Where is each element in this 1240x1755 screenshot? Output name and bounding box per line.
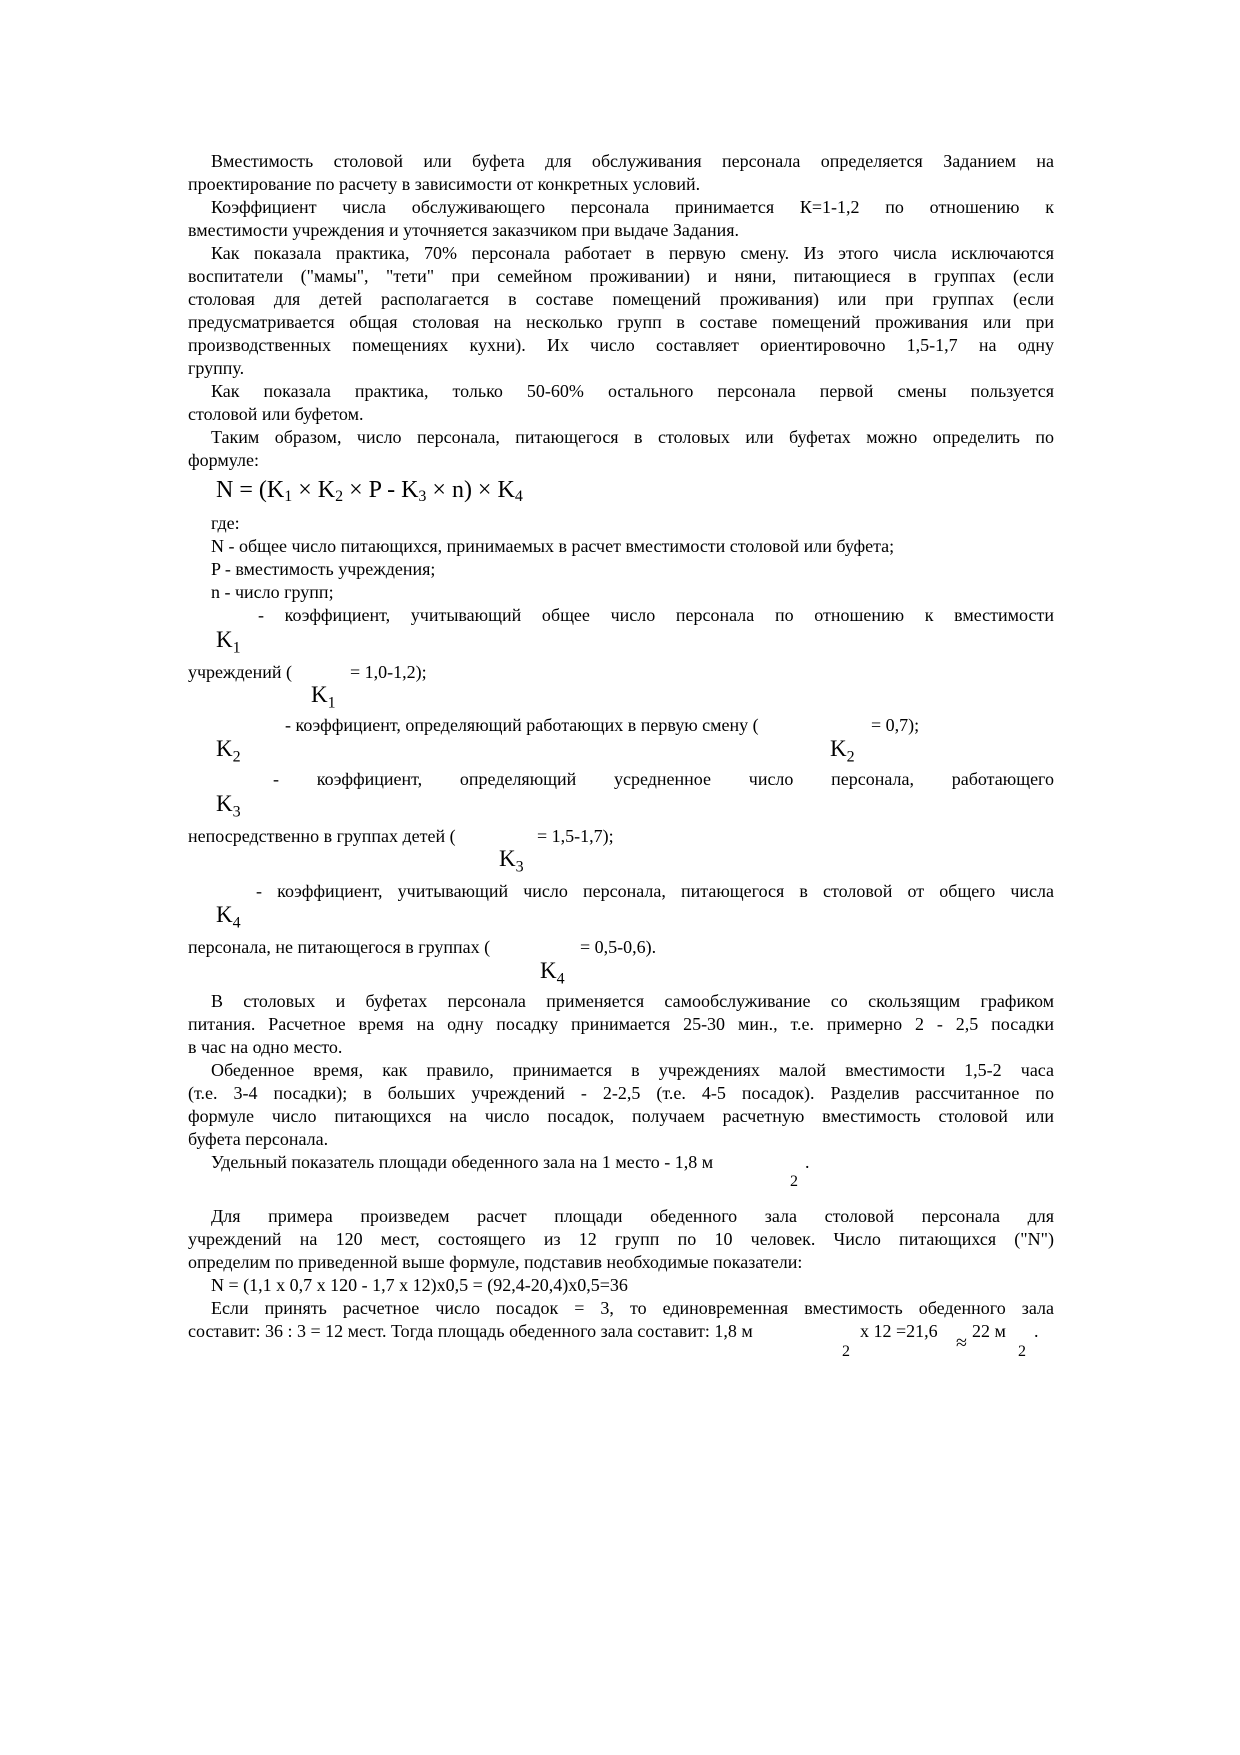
- formula-subscript: 3: [418, 488, 427, 505]
- paragraph-3-line-4: предусматривается общая столовая на несколько групп в составе помещений проживания или при: [188, 312, 1054, 332]
- k3-description-line-1: - коэффициент, определяющий усредненное число персонала, работающего: [273, 769, 1054, 789]
- formula-subscript: 4: [514, 488, 523, 505]
- k1-description-line-2a: учреждений (: [188, 662, 293, 682]
- paragraph-1-line-1: Вместимость столовой или буфета для обслуживания персонала определяется Заданием на: [211, 151, 1054, 171]
- paragraph-10-line-2c: 22 м: [972, 1321, 1006, 1341]
- paragraph-7-line-4: буфета персонала.: [188, 1129, 329, 1149]
- paragraph-3-line-1: Как показала практика, 70% персонала работает в первую смену. Из этого числа исключаются: [211, 243, 1054, 263]
- paragraph-1-line-2: проектирование по расчету в зависимости от конкретных условий.: [188, 174, 701, 194]
- paragraph-10-line-2d: .: [1034, 1321, 1039, 1341]
- paragraph-6-line-3: в час на одно место.: [188, 1037, 343, 1057]
- approximately-equal-sign: ≈: [956, 1332, 967, 1354]
- formula-part: × P - K: [343, 477, 419, 503]
- square-meter-exponent: 2: [790, 1173, 798, 1190]
- formula-subscript: 1: [284, 488, 293, 505]
- k2-description-b: = 0,7);: [871, 715, 920, 735]
- k4-description-line-2b: = 0,5-0,6).: [580, 937, 657, 957]
- paragraph-6-line-1: В столовых и буфетах персонала применяется самообслуживание со скользящим графиком: [211, 991, 1054, 1011]
- formula-part: N = (K: [216, 477, 285, 503]
- paragraph-3-line-6: группу.: [188, 358, 245, 378]
- paragraph-3-line-5: производственных помещениях кухни). Их число составляет ориентировочно 1,5-1,7 на одну: [188, 335, 1054, 355]
- k1-description-line-2b: = 1,0-1,2);: [350, 662, 427, 682]
- paragraph-7-line-3: формуле число питающихся на число посадок, получаем расчетную вместимость столовой или: [188, 1106, 1054, 1126]
- k1-inline-symbol: $K_1$: [311, 682, 336, 712]
- paragraph-2-line-1: Коэффициент числа обслуживающего персонала принимается К=1-1,2 по отношению к: [211, 197, 1054, 217]
- paragraph-3-line-2: воспитатели ("мамы", "тети" при семейном проживании) и няни, питающиеся в группах (если: [188, 266, 1054, 286]
- paragraph-10-line-1: Если принять расчетное число посадок = 3, то единовременная вместимость обеденного зала: [211, 1298, 1054, 1318]
- paragraph-8-period: .: [805, 1152, 810, 1172]
- paragraph-7-line-1: Обеденное время, как правило, принимается в учреждениях малой вместимости 1,5-2 часа: [211, 1060, 1054, 1080]
- formula-part: × K: [292, 477, 336, 503]
- paragraph-5-line-1: Таким образом, число персонала, питающегося в столовых или буфетах можно определить по: [211, 427, 1054, 447]
- paragraph-9-line-2: учреждений на 120 мест, состоящего из 12 групп по 10 человек. Число питающихся ("N"): [188, 1229, 1054, 1249]
- square-meter-exponent: 2: [1018, 1343, 1026, 1360]
- square-meter-exponent: 2: [842, 1343, 850, 1360]
- where-label: где:: [211, 513, 240, 533]
- paragraph-5-line-2: формуле:: [188, 450, 259, 470]
- paragraph-9-line-3: определим по приведенной выше формуле, подставив необходимые показатели:: [188, 1252, 803, 1272]
- k1-description-line-1: - коэффициент, учитывающий общее число персонала по отношению к вместимости: [258, 605, 1054, 625]
- k4-description-line-1: - коэффициент, учитывающий число персонала, питающегося в столовой от общего числа: [256, 881, 1054, 901]
- paragraph-4-line-2: столовой или буфетом.: [188, 404, 364, 424]
- definition-n-groups: n - число групп;: [211, 582, 334, 602]
- k2-description-a: - коэффициент, определяющий работающих в первую смену (: [285, 715, 759, 735]
- k3-description-line-2b: = 1,5-1,7);: [537, 826, 614, 846]
- paragraph-6-line-2: питания. Расчетное время на одну посадку принимается 25-30 мин., т.е. примерно 2 - 2,5 посадки: [188, 1014, 1054, 1034]
- k3-inline-symbol: $K_3$: [499, 846, 524, 876]
- k4-symbol: $K_4$: [216, 902, 241, 932]
- paragraph-2-line-2: вместимости учреждения и уточняется заказчиком при выдаче Задания.: [188, 220, 740, 240]
- formula-part: × n) × K: [426, 477, 515, 503]
- k1-symbol: $K_1$: [216, 627, 241, 657]
- paragraph-9-line-1: Для примера произведем расчет площади обеденного зала столовой персонала для: [211, 1206, 1054, 1226]
- k2-inline-symbol: $K_2$: [830, 736, 855, 766]
- k4-description-line-2a: персонала, не питающегося в группах (: [188, 937, 491, 957]
- paragraph-10-line-2b: х 12 =21,6: [860, 1321, 938, 1341]
- paragraph-3-line-3: столовая для детей располагается в составе помещений проживания) или при группах (если: [188, 289, 1054, 309]
- formula-subscript: 2: [335, 488, 344, 505]
- definition-p: P - вместимость учреждения;: [211, 559, 436, 579]
- paragraph-10-line-2a: составит: 36 : 3 = 12 мест. Тогда площадь обеденного зала составит: 1,8 м: [188, 1321, 753, 1341]
- k3-symbol: $K_3$: [216, 791, 241, 821]
- k4-inline-symbol: $K_4$: [540, 958, 565, 988]
- k2-symbol: $K_2$: [216, 736, 241, 766]
- definition-n-total: N - общее число питающихся, принимаемых в расчет вместимости столовой или буфета;: [211, 536, 895, 556]
- formula: [216, 476, 523, 507]
- k3-description-line-2a: непосредственно в группах детей (: [188, 826, 456, 846]
- calculation: N = (1,1 х 0,7 х 120 - 1,7 х 12)х0,5 = (92,4-20,4)х0,5=36: [211, 1275, 628, 1295]
- paragraph-4-line-1: Как показала практика, только 50-60% остального персонала первой смены пользуется: [211, 381, 1054, 401]
- paragraph-7-line-2: (т.е. 3-4 посадки); в больших учреждений - 2-2,5 (т.е. 4-5 посадок). Разделив рассчитанное по: [188, 1083, 1054, 1103]
- paragraph-8-text: Удельный показатель площади обеденного зала на 1 место - 1,8 м: [211, 1152, 714, 1172]
